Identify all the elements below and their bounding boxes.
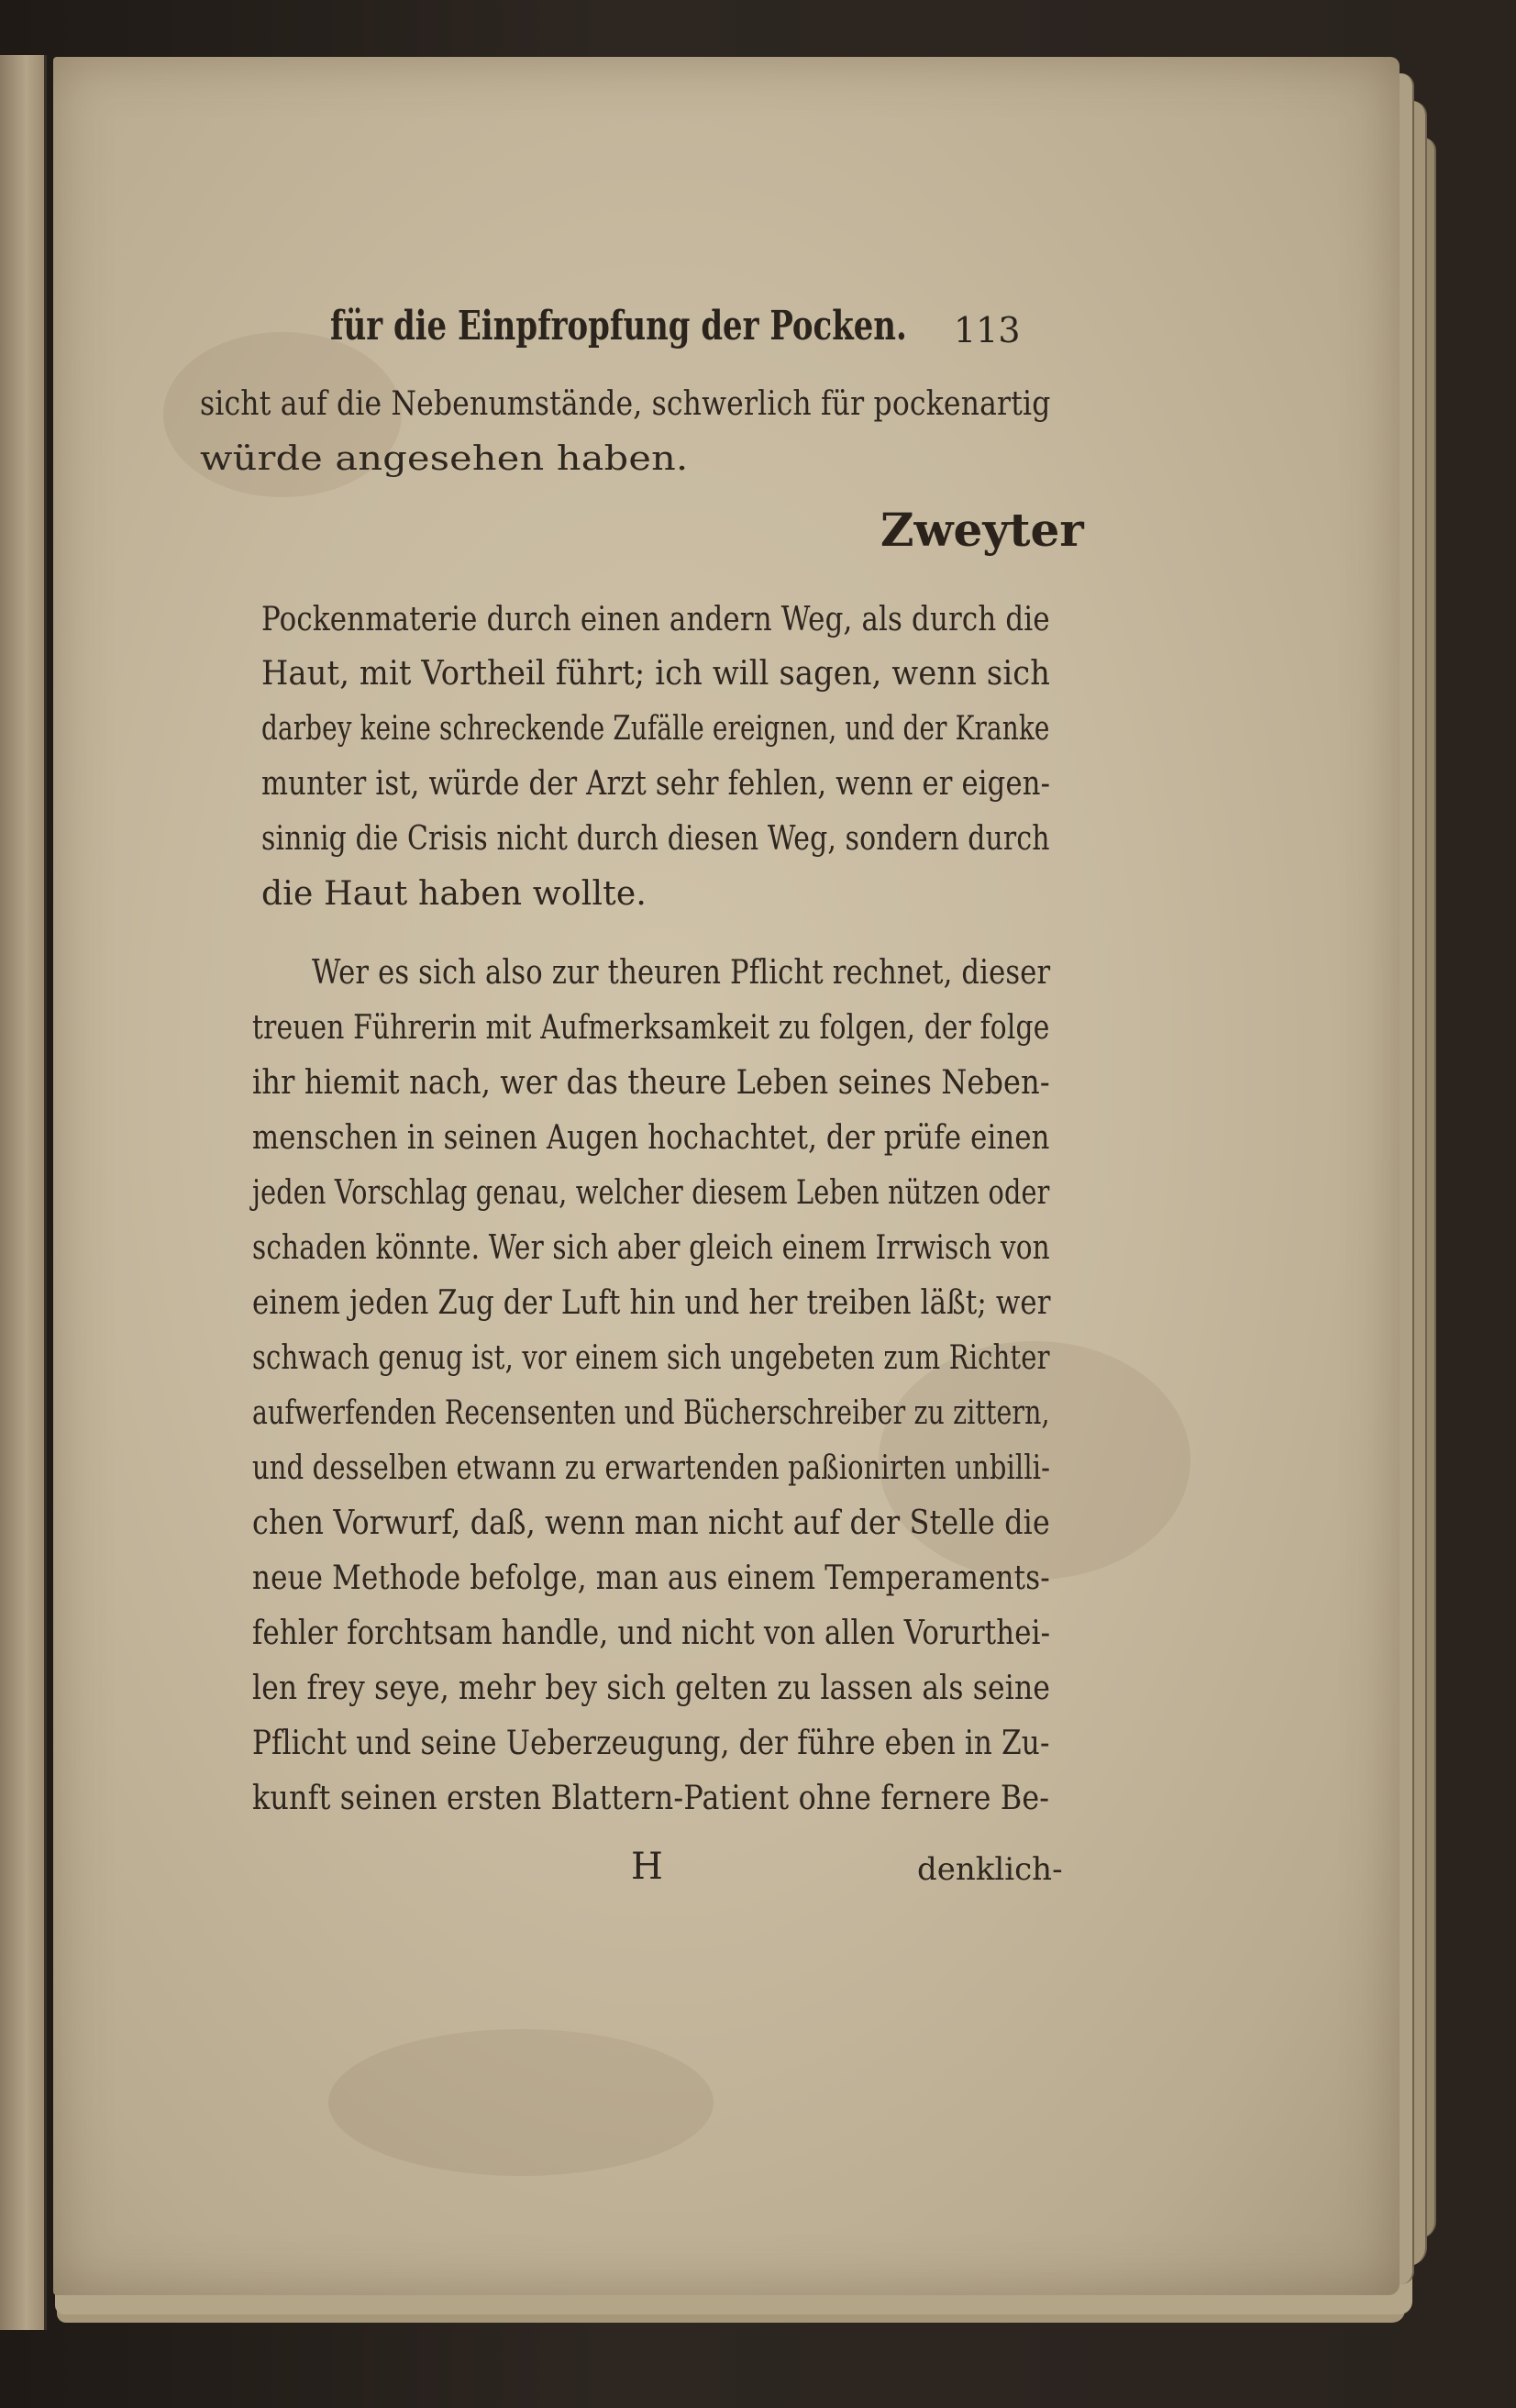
paragraph2-line-13: fehler forchtsam handle, und nicht von allen Vorurthei- [252, 1615, 1051, 1652]
paragraph1-line-4: munter ist, würde der Arzt sehr fehlen, wenn er eigen- [261, 765, 1051, 803]
paragraph2-line-3: ihr hiemit nach, wer das theure Leben seines Neben- [252, 1064, 1050, 1102]
paragraph2-line-2: treuen Führerin mit Aufmerksamkeit zu folgen, der folge [252, 1009, 1050, 1047]
paragraph2-line-5: jeden Vorschlag genau, welcher diesem Leben nützen oder [252, 1174, 1050, 1212]
paragraph1-line-5: sinnig die Crisis nicht durch diesen Weg, sondern durch [261, 820, 1050, 858]
paragraph2-line-8: schwach genug ist, vor einem sich ungebeten zum Richter [252, 1339, 1050, 1377]
paragraph1-line-2: Haut, mit Vortheil führt; ich will sagen, wenn sich [261, 655, 1051, 693]
facing-page-edge [0, 55, 47, 2330]
running-title: für die Einpfropfung der Pocken. [330, 303, 907, 350]
catchword-bottom: denklich- [917, 1851, 1063, 1888]
paragraph2-line-10: und desselben etwann zu erwartenden paßionirten unbilli- [252, 1449, 1051, 1487]
paragraph2-line-4: menschen in seinen Augen hochachtet, der prüfe einen [252, 1119, 1050, 1157]
paragraph2-line-11: chen Vorwurf, daß, wenn man nicht auf der Stelle die [252, 1504, 1050, 1542]
paragraph2-line-1: Wer es sich also zur theuren Pflicht rechnet, dieser [312, 954, 1051, 992]
paragraph2-line-12: neue Methode befolge, man aus einem Temperaments- [252, 1559, 1050, 1597]
paragraph2-line-15: Pflicht und seine Ueberzeugung, der führe eben in Zu- [252, 1725, 1050, 1762]
signature-mark: H [631, 1846, 663, 1888]
continuation-line-1: sicht auf die Nebenumstände, schwerlich für pockenartig [200, 385, 1051, 423]
catchword-top: Zweyter [880, 503, 1084, 557]
paragraph2-line-14: len frey seye, mehr bey sich gelten zu lassen als seine [252, 1670, 1051, 1707]
paragraph1-line-1: Pockenmaterie durch einen andern Weg, als durch die [261, 601, 1050, 638]
page-number: 113 [954, 310, 1021, 350]
paragraph2-line-9: aufwerfenden Recensenten und Bücherschreiber zu zittern, [252, 1394, 1050, 1432]
paragraph2-line-7: einem jeden Zug der Luft hin und her treiben läßt; wer [252, 1284, 1051, 1322]
paragraph1-line-6: die Haut haben wollte. [261, 875, 647, 913]
paragraph2-line-6: schaden könnte. Wer sich aber gleich einem Irrwisch von [252, 1229, 1050, 1267]
paper-stain [328, 2029, 714, 2176]
continuation-line-2: würde angesehen haben. [200, 440, 689, 478]
paragraph2-line-16: kunft seinen ersten Blattern-Patient ohne fernere Be- [252, 1780, 1050, 1817]
paragraph1-line-3: darbey keine schreckende Zufälle ereignen, und der Kranke [261, 710, 1050, 748]
